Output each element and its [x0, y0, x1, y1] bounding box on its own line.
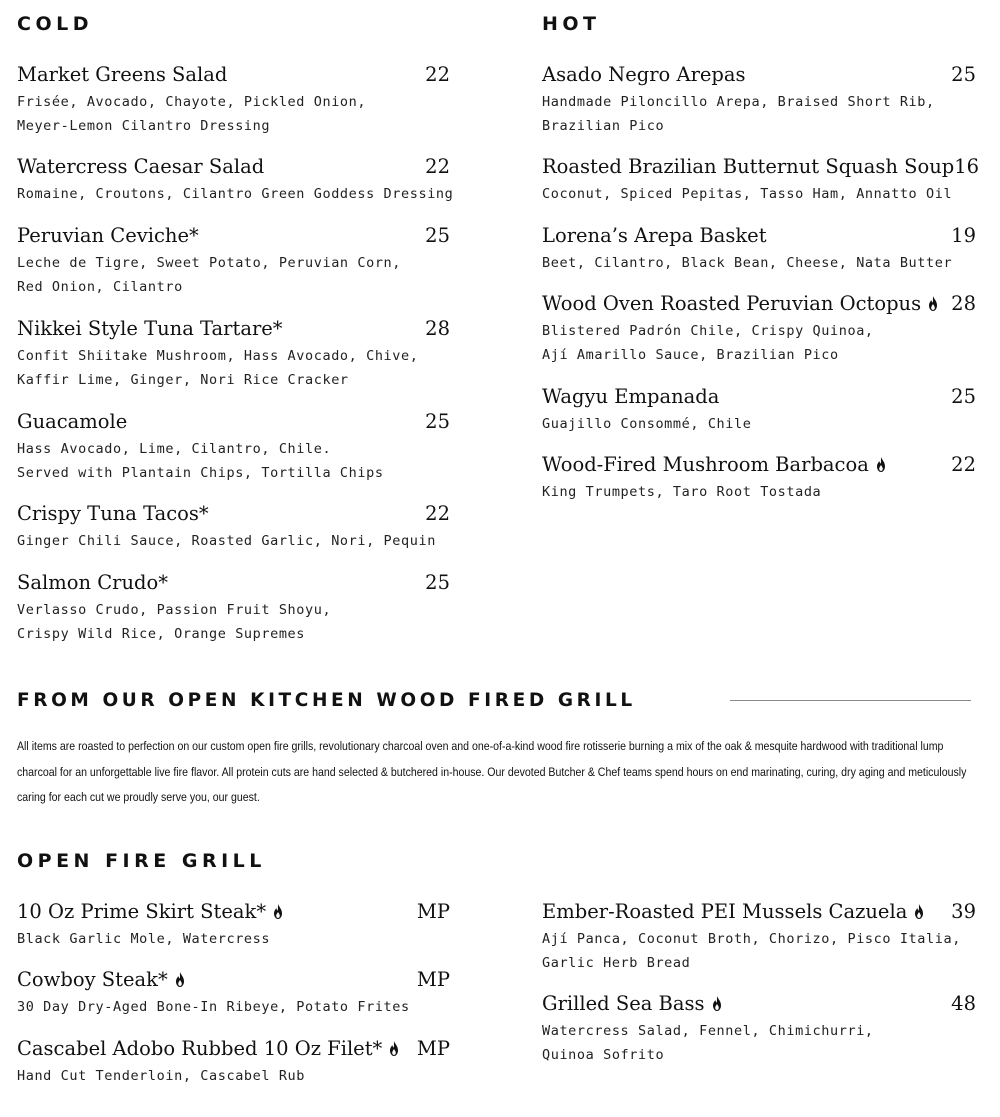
item-price: MP: [416, 900, 450, 923]
menu-item: [542, 155, 980, 206]
item-description: Meyer-Lemon Cilantro Dressing: [17, 118, 271, 134]
item-description: Frisée, Avocado, Chayote, Pickled Onion,: [17, 94, 367, 110]
menu-item: [542, 900, 976, 975]
item-name: 10 Oz Prime Skirt Steak*: [17, 900, 267, 923]
menu-item: [17, 63, 450, 138]
item-description: Romaine, Croutons, Cilantro Green Goddess Dressing: [17, 186, 454, 202]
section-divider: [730, 700, 971, 701]
item-name: Crispy Tuna Tacos*: [17, 502, 209, 525]
item-price: 39: [951, 900, 976, 923]
item-description: Confit Shiitake Mushroom, Hass Avocado, Chive,: [17, 348, 419, 364]
item-name: Cascabel Adobo Rubbed 10 Oz Filet*: [17, 1037, 383, 1060]
flame-icon: [914, 904, 924, 919]
item-description: Ginger Chili Sauce, Roasted Garlic, Nori, Pequin: [17, 533, 436, 549]
menu-item: [17, 410, 450, 485]
menu-item: [17, 502, 450, 553]
item-name: Wagyu Empanada: [542, 385, 720, 408]
item-description: Beet, Cilantro, Black Bean, Cheese, Nata Butter: [542, 255, 953, 271]
item-description: Brazilian Pico: [542, 118, 665, 134]
item-name: Watercress Caesar Salad: [17, 155, 265, 178]
item-description: Crispy Wild Rice, Orange Supremes: [17, 626, 306, 642]
item-name: Nikkei Style Tuna Tartare*: [17, 317, 283, 340]
item-description: Served with Plantain Chips, Tortilla Chips: [17, 465, 384, 481]
menu-item: [17, 224, 450, 299]
menu-item: [17, 155, 454, 206]
open-fire-section-title: OPEN FIRE GRILL: [17, 850, 266, 872]
item-name: Wood Oven Roasted Peruvian Octopus: [542, 292, 922, 315]
menu-item: [542, 385, 976, 436]
flame-icon: [175, 972, 185, 987]
cold-section-title: COLD: [17, 13, 93, 35]
item-name: Grilled Sea Bass: [542, 992, 705, 1015]
item-description: Quinoa Sofrito: [542, 1047, 665, 1063]
item-price: 16: [954, 155, 980, 178]
item-description: Ají Amarillo Sauce, Brazilian Pico: [542, 347, 839, 363]
item-description: Red Onion, Cilantro: [17, 279, 183, 295]
hot-section-title: HOT: [542, 13, 601, 35]
item-name: Cowboy Steak*: [17, 968, 168, 991]
menu-item: [17, 968, 450, 1019]
item-price: 22: [425, 155, 450, 178]
flame-icon: [273, 904, 283, 919]
item-name: Asado Negro Arepas: [542, 63, 746, 86]
item-name: Market Greens Salad: [17, 63, 228, 86]
item-price: 25: [951, 63, 976, 86]
item-price: 28: [951, 292, 976, 315]
item-name: Salmon Crudo*: [17, 571, 168, 594]
menu-item: [542, 63, 976, 138]
menu-item: [17, 317, 450, 392]
menu-item: [542, 453, 976, 504]
item-price: MP: [416, 968, 450, 991]
menu-item: [17, 1037, 450, 1088]
menu-item: [17, 900, 450, 951]
item-description: Blistered Padrón Chile, Crispy Quinoa,: [542, 323, 874, 339]
grill-description: All items are roasted to perfection on our custom open fire grills, revolutionary charcoal oven and one-of-a-kind wood fire rotisserie burning a mix of the oak & mesquite hardwood with traditional lump charcoal for an unforgettable live fire flavor. All protein cuts are hand selected & butchered in-house. Our devoted Butcher & Chef teams spend hours on end marinating, curing, dry aging and meticulously caring for each cut we proudly serve you, our guest.: [17, 739, 967, 804]
item-price: 22: [425, 63, 450, 86]
item-description: Hass Avocado, Lime, Cilantro, Chile.: [17, 441, 332, 457]
item-description: Black Garlic Mole, Watercress: [17, 931, 271, 947]
flame-icon: [876, 457, 886, 472]
item-description: Handmade Piloncillo Arepa, Braised Short Rib,: [542, 94, 935, 110]
item-name: Guacamole: [17, 410, 128, 433]
item-name: Roasted Brazilian Butternut Squash Soup: [542, 155, 955, 178]
item-price: 25: [425, 224, 450, 247]
grill-section-title: FROM OUR OPEN KITCHEN WOOD FIRED GRILL: [17, 690, 636, 711]
item-price: 28: [425, 317, 450, 340]
item-price: 22: [951, 453, 976, 476]
item-description: Guajillo Consommé, Chile: [542, 416, 752, 432]
item-description: Kaffir Lime, Ginger, Nori Rice Cracker: [17, 372, 349, 388]
item-description: Leche de Tigre, Sweet Potato, Peruvian Corn,: [17, 255, 402, 271]
item-description: Watercress Salad, Fennel, Chimichurri,: [542, 1023, 874, 1039]
item-description: 30 Day Dry-Aged Bone-In Ribeye, Potato Frites: [17, 999, 410, 1015]
flame-icon: [712, 996, 722, 1011]
item-price: 25: [425, 410, 450, 433]
item-name: Wood-Fired Mushroom Barbacoa: [542, 453, 869, 476]
menu-item: [542, 292, 976, 367]
item-description: Hand Cut Tenderloin, Cascabel Rub: [17, 1068, 306, 1084]
item-price: 22: [425, 502, 450, 525]
item-name: Peruvian Ceviche*: [17, 224, 199, 247]
item-description: Ají Panca, Coconut Broth, Chorizo, Pisco Italia,: [542, 931, 961, 947]
item-description: Verlasso Crudo, Passion Fruit Shoyu,: [17, 602, 332, 618]
item-price: 25: [951, 385, 976, 408]
flame-icon: [928, 296, 938, 311]
menu-item: [542, 992, 976, 1067]
item-description: Garlic Herb Bread: [542, 955, 691, 971]
menu-item: [542, 224, 976, 275]
item-name: Lorena’s Arepa Basket: [542, 224, 767, 247]
item-description: King Trumpets, Taro Root Tostada: [542, 484, 822, 500]
item-name: Ember-Roasted PEI Mussels Cazuela: [542, 900, 908, 923]
item-price: MP: [416, 1037, 450, 1060]
item-price: 48: [951, 992, 976, 1015]
item-price: 25: [425, 571, 450, 594]
item-description: Coconut, Spiced Pepitas, Tasso Ham, Annatto Oil: [542, 186, 953, 202]
menu-item: [17, 571, 450, 646]
item-price: 19: [951, 224, 976, 247]
flame-icon: [389, 1041, 399, 1056]
